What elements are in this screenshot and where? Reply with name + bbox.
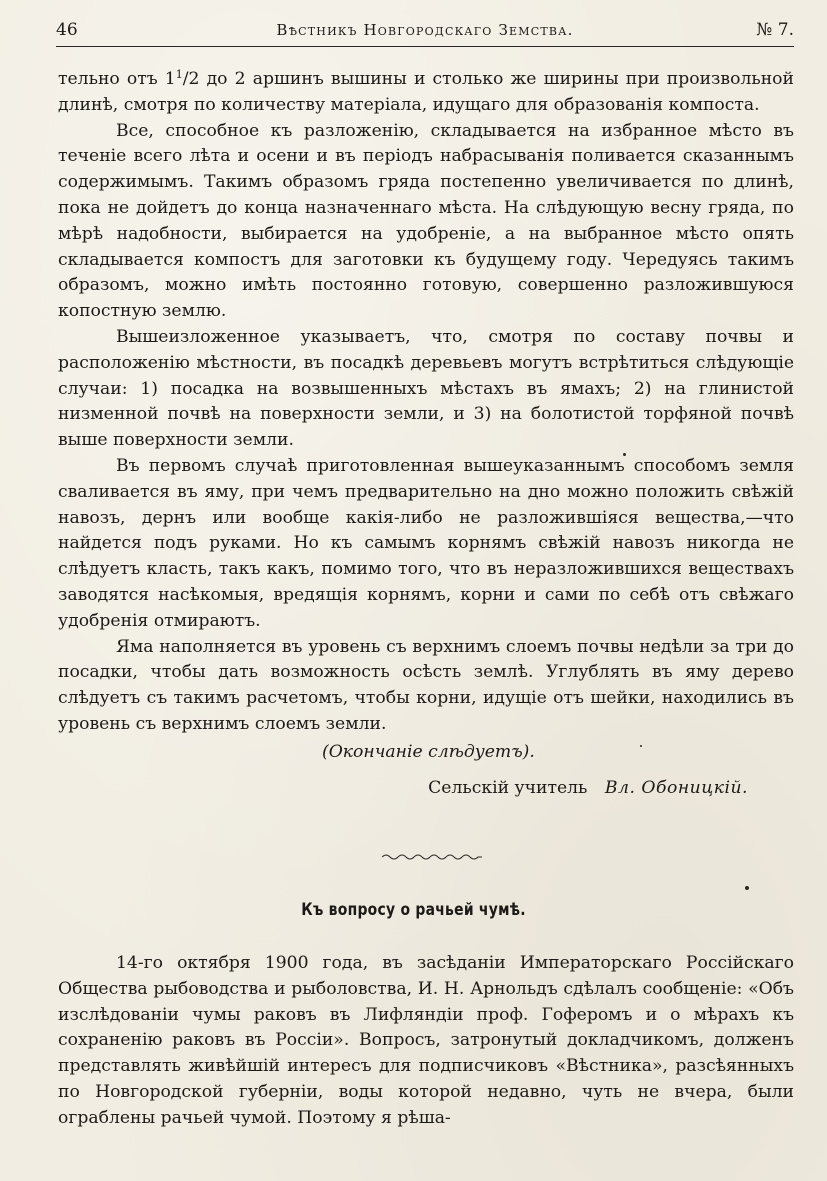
paragraph-3: Вышеизложенное указываетъ, что, смотря по составу почвы и расположенію мѣстности, въ посадкѣ деревьевъ могутъ встрѣтиться слѣдующіе случаи: 1) посадка на возвышенныхъ мѣстахъ въ ямахъ; 2) на глинистой низменной почвѣ на поверхности земли, и 3) на болотистой торфяной почвѣ выше поверхности земли. [58, 326, 794, 451]
article-body [58, 951, 794, 1132]
print-speck [745, 886, 749, 890]
issue-number: № 7. [756, 20, 794, 40]
continuation-note: (Окончаніе слѣдуетъ). [322, 742, 535, 762]
article-heading: Къ вопросу о рачьей чумѣ. [301, 900, 526, 920]
signature-line [58, 778, 794, 798]
paragraph-4: Въ первомъ случаѣ приготовленная вышеуказаннымъ способомъ земля сваливается въ яму, при чемъ предварительно на дно можно положить свѣжій навозъ, дернъ или вообще какія-либо не разложившіяся вещества,—что найдется подъ руками. Но къ самымъ корнямъ свѣжій навозъ никогда не слѣдуетъ класть, такъ какъ, помимо того, что въ неразложившихся веществахъ заводятся насѣкомыя, вредящія корнямъ, корни и сами по себѣ отъ свѣжаго удобренія отмираютъ. [58, 455, 794, 631]
running-title: Вѣстникъ Новгородскаго Земства. [276, 21, 574, 39]
page-number: 46 [56, 20, 78, 40]
article-paragraph-1: 14-го октября 1900 года, въ засѣданіи Императорскаго Россійскаго Общества рыбоводства и рыболовства, И. Н. Арнольдъ сдѣлалъ сообщеніе: «Объ изслѣдованіи чумы раковъ въ Лифляндіи проф. Гоферомъ и о мѣрахъ къ сохраненію раковъ въ Россіи». Вопросъ, затронутый докладчикомъ, долженъ представлять живѣйшій интересъ для подписчиковъ «Вѣстника», разсѣянныхъ по Новгородской губерніи, воды которой недавно, чуть не вчера, были ограблены рачьей чумой. Поэтому я рѣша- [58, 953, 794, 1128]
fraction-superscript: 1 [175, 68, 183, 81]
section-divider-ornament [382, 852, 482, 862]
print-speck [640, 745, 642, 747]
author-name: Вл. Обоницкій. [604, 778, 748, 798]
print-speck [623, 453, 626, 456]
article-body-continued [58, 62, 794, 738]
paragraph-1-start: тельно отъ 1 [58, 69, 176, 89]
author-role: Сельскій учитель [428, 778, 588, 798]
paragraph-2: Все, способное къ разложенію, складывается на избранное мѣсто въ теченіе всего лѣта и осени и въ періодъ набрасыванія поливается сказаннымъ содержимымъ. Такимъ образомъ гряда постепенно увеличивается по длинѣ, пока не дойдетъ до конца назначеннаго мѣста. На слѣдующую весну гряда, по мѣрѣ надобности, выбирается на удобреніе, а на выбранное мѣсто опять складывается компостъ для заготовки къ будущему году. Чередуясь такимъ образомъ, можно имѣть постоянно готовую, совершенно разложившуюся копостную землю. [58, 120, 794, 322]
paragraph-5: Яма наполняется въ уровень съ верхнимъ слоемъ почвы недѣли за три до посадки, чтобы дать возможность осѣсть землѣ. Углублять въ яму дерево слѣдуетъ съ такимъ расчетомъ, чтобы корни, идущіе отъ шейки, находились въ уровень съ верхнимъ слоемъ земли. [58, 636, 794, 734]
page-header [56, 18, 794, 47]
paragraph-1-rest: /2 до 2 аршинъ вышины и столько же ширины при произвольной длинѣ, смотря по количеству матеріала, идущаго для образованія компоста. [58, 69, 794, 115]
paragraph-1 [58, 62, 794, 119]
